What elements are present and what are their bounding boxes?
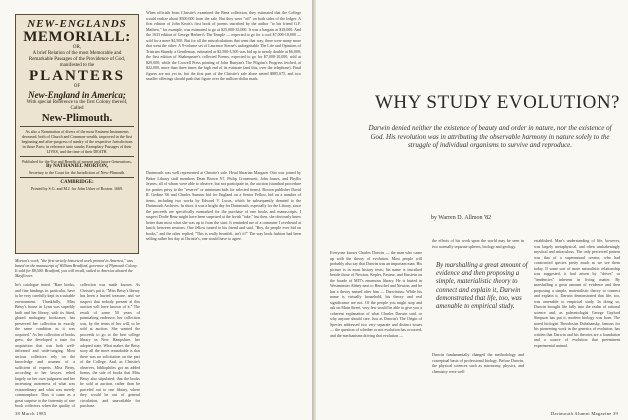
right-page [316, 0, 628, 420]
tp-line12: By NATHANIEL MORTON, [45, 164, 108, 169]
left-page [0, 0, 312, 420]
left-col2: collection was made known. As Christie's put it, "Miss Betsy's library has been a buried treasure, and we suspect that nobody present at this auction will have known of it." The result of some 50 years of painstaking endeavor, her collection was, by the terms of her will, to be sold at auction. She wanted the proceeds to go to the best college library in New Hampshire, her adopted state. What makes the Betsy story all the more remarkable is that there was no solicitation on the part of the College. And, as Christie's observes, bibliophiles got an added bonus, the sale of books that Miss Betsy also stipulated: that the books be sold at auction, rather than be parceled out to one library, where they would be out of general circulation, and unavailable for purchase. [80, 282, 140, 408]
tp-line14: CAMBRIDGE: [60, 180, 94, 185]
article-byline: by Warren D. Allmon '82 [430, 215, 492, 221]
left-col3a: When officials from Christie's examined the Benz collection, they estimated that the College would realize about $500,000 from the sale. But they were "off" on both sides of the ledger. A first edition of John Keats's first book of poems inscribed by the author "to his friend G.F. Mathew," for example, was estimated to go at $25,000-35,000. It was a bargain at $18,000. And the 1633 edition of George Herbert's The Temple — expected to go for a cool $7,000-10,000 — sold for a mere $4,500. But for all the miscalculations that went that way, there were many more that went the other: A 9-volume set of Laurence Sterne's unforgettable The Life and Opinions of Tristram Shandy, a Gentleman, estimated at $2,500-3,500 was bid up to nearly double at $6,000; the first edition of Shakespeare's collected Poems, expected to go for $7,000-10,000, sold at $29,000; while the Crowell Press printing of John Bunyan's The Pilgrim's Progress fetched, at $22,000, more than three times the high end of its estimate (and this, over the telephone). Final figures are not yet in, but the first part of the Christie's sale alone netted $885,675, and two smaller offerings should push that figure over the million-dollar mark. [146, 10, 301, 81]
article-headline: WHY STUDY EVOLUTION? [375, 92, 620, 113]
right-col1: Everyone knows Charles Darwin — the man who came up with the theory of evolution. Most people will probably also say that Darwin was an important man. His picture is in most history texts; his name is inscribed beside those of Newton, Kepler, Pasteur, and Einstein on the facade of MIT's enormous library. He is buried in Westminster Abbey next to Herschel and Newton, and he has a theory named after him — Darwinism. While his name is virtually household, his theory and real significance are not. Of the people you might stop and ask on Main Street, very few would be able to give you a coherent explanation of what Charles Darwin said, or why anyone should care. Just as Darwin's The Origin of Species addressed two very separate and distinct issues — the question of whether or not evolution has occurred, and the mechanisms driving that evolution — [330, 250, 422, 338]
right-col2-top: the effects of his work upon the world may be seen in two normally separate spheres, biology and geology. [432, 238, 524, 249]
tp-line3: OR, [72, 45, 82, 50]
tp-rule [20, 156, 134, 157]
title-page-caption: Morton's work, "the first strictly historical work printed in America," was based on the manuscript of William Bradford, governor of Plymouth Colony. It sold for $8,500. Bradford, you will recall, sailed to America aboard the Mayflower. [15, 258, 138, 278]
tp-line13: Secretary to the Court for the Jurisdiction of New-Plimouth. [28, 170, 126, 175]
right-col3: established. Man's understanding of life, however, was largely metaphysical, and often unshakeningly mystical and miraculous. The only perceived pattern was that of a supernatural creator, who had constructed species pretty much as we see them today. If some sort of more naturalistic relationship was suggested, it had arisen by "drives" or "tendencies" inherent in living matter. By marshalling a great amount of evidence and then proposing a simple, materialistic theory to connect and explain it, Darwin demonstrated that life, too, was amenable to empirical study. In doing so, Darwin brought life fully into the realm of rational science and, as paleontologist George Gaylord Simpson has put it, modern biology was born. The noted biologist Theodosius Dobzhansky, famous for his pioneering work in the genetics of evolution, has written that Darwin and his theories are a foundation and a source of evolution that preeminent experimental animal. [534, 238, 620, 348]
tp-line2: MEMORIALL: [23, 29, 131, 45]
article-deck: Darwin denied neither the existence of beauty and order in nature, nor the existence of God. His revolution was in attributing the observable harmony in nature solely to the struggle of individual organisms to survive and reproduce. [368, 124, 612, 150]
tp-line7: New-England in America; [28, 90, 126, 100]
tp-line6: OF [73, 84, 81, 89]
tp-rule [20, 177, 134, 178]
tp-line5: PLANTERS [28, 68, 126, 84]
left-folio: 38 March 1985 [15, 411, 47, 416]
left-col3b: Dartmouth was well represented at Christie's sale. Head librarian Margaret Otto was joined by Baker Library staff members Dean Brown '67, Philip Cronenwett, John James, and Phyllis Jaynes, all of whom were able to observe, but not participate in, the auction (standard procedure for parties privy to the "reserve" or minimum bids for selected items). Boston publisher David R. Godine '66 and Charles Sumner bid for England on a Senior Fellow, bid on a number of items, including two works by Edward V. Lucas, which he subsequently donated to the Dartmouth Archives. In short, it was a bright day for Dartmouth, especially for the Library, since the proceeds are specifically earmarked for the purchase of rare books and manuscripts. I suspect Dodie Benz might have been surprised at the lavish "take," but then, she obviously knew better than most what she was up to from the start. It reminded me of a comment I overheard at lunch, between sessions. One fellow turned to his friend and said, "Boy, do people ever bid on books," and the other replied, "This is really heartfelt, isn't it?" The way book fashion had been selling rather hot day at Christie's, one would have to agree. [146, 170, 301, 241]
left-col1: he's catalogue noted. "Rare books, and fine bindings in particular, have to be very carefully kept in a suitable environment. Thankfully, Miss Betsy's house in Lynn was superbly built and her library, with its fitted, glazed mahogany bookcases, has preserved her collection in exactly the same condition as it was acquired." As her collection of books grew, she developed a taste for acquisition that was both well-informed and wide-ranging. Most serious collectors rely on the knowledge and acumen of a sufficient of experts. Miss Betsy, according to her lawyer, relied largely on her own judgment and her increasing awareness of what was extraordinary and what was merely commonplace. Thus it came as a great surprise to the fraternity of rare book collectors when the quality of [15, 282, 75, 408]
tp-line11: Published for the Use and Benefit of present and future Generations, [22, 159, 132, 164]
tp-line9: New-Plimouth. [41, 112, 113, 124]
tp-rule [20, 126, 134, 127]
tp-line4: A brief Relation of the most Memorable and Remarkable Passages of the Providence of God, manifested to the [28, 51, 126, 68]
tp-line10: As also a Nomination of divers of the most Eminent Instruments deceased, both of Church and Common-wealth, improved in the first beginning and after-progress of sundry of the respective Jurisdictions in those Parts; in reference unto sundry Exemplary Passages of their LIVES, and the time of their DEATH. [21, 129, 133, 154]
pull-quote: By marshalling a great amount of evidence and then proposing a simple, materialistic theory to connect and explain it, Darwin demonstrated that life, too, was amenable to empirical study. [436, 262, 528, 311]
tp-line8: With special Reference to the first Colony thereof, Called [26, 100, 128, 111]
right-col2-bottom: Darwin fundamentally changed the methodology and conceptual basis of professional biology. Before Darwin, the physical sciences such as astronomy, physics, and chemistry were well [432, 352, 524, 374]
title-page-image [15, 14, 139, 254]
right-folio: Dartmouth Alumni Magazine 39 [550, 411, 618, 416]
tp-line15: Printed by S.G. and M.J. for John Usher of Boston. 1669. [31, 186, 123, 191]
tp-line1: NEW-ENGLANDS [27, 18, 127, 30]
